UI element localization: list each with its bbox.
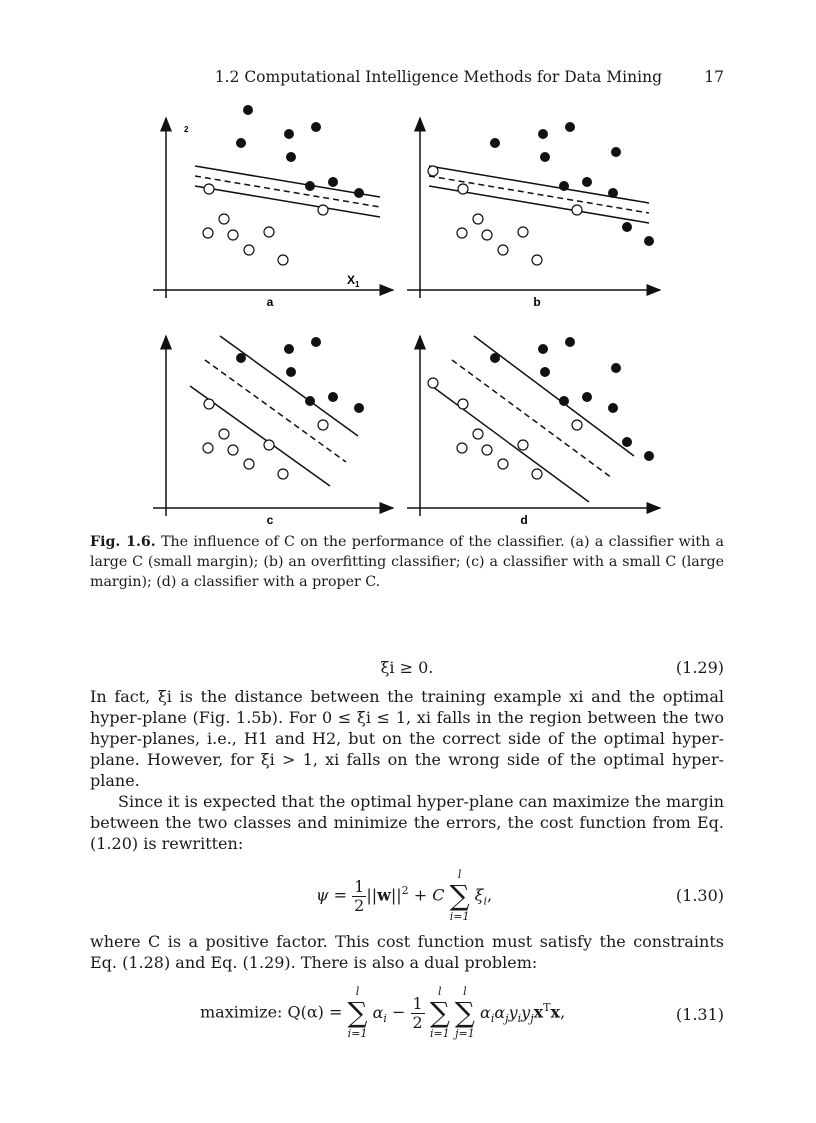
panel-label-c: c (266, 513, 274, 525)
caption-text: The influence of C on the performance of the classifier. (a) a classifier with a large C (small margin); (b) an overfitting classifier; (c) a classifier with a small C (large margin); (d) a classifier with a proper C. (90, 534, 724, 590)
panel-a (153, 105, 393, 309)
equation-1-29-body: ξi ≥ 0. (380, 658, 434, 677)
figure-caption (90, 532, 724, 592)
equation-1-31-body: maximize: Q(α) = l ∑ i=1 $\alpha_i$ − $\frac{1}{2}$ l ∑ i=1 l ∑ j=1 $\alpha_i\alpha_jy_iy_jx^Tx$, (200, 985, 566, 1040)
equation-1-29 (90, 658, 724, 677)
equation-1-31-prefix: maximize: Q(α) = (200, 1002, 343, 1022)
running-header (90, 68, 724, 88)
equation-1-29-number: (1.29) (675, 658, 724, 677)
panel-d (407, 336, 660, 525)
panel-label-b: b (533, 295, 541, 309)
equation-1-31 (90, 985, 724, 1047)
paragraph-slack-explanation: In fact, ξi is the distance between the training example xi and the optimal hyper-plane (Fig. 1.5b). For 0 ≤ ξi ≤ 1, xi falls in the region between the two hyper-planes, i.e., H1 and H2, but on the correct side of the optimal hyper-plane. However, for ξi > 1, xi falls on the wrong side of the optimal hyper-plane. (90, 687, 724, 790)
axis-label-y: 2 (184, 125, 189, 134)
equation-1-31-number: (1.31) (675, 1005, 724, 1024)
paragraph-dual-problem: where C is a positive factor. This cost function must satisfy the constraints Eq. (1.28) and Eq. (1.29). There is also a dual problem: (90, 932, 724, 972)
panel-c (153, 336, 393, 525)
running-title: 1.2 Computational Intelligence Methods for Data Mining (214, 68, 662, 86)
paragraph-cost-function: Since it is expected that the optimal hyper-plane can maximize the margin between the two classes and minimize the errors, the cost function from Eq. (1.20) is rewritten: (90, 792, 724, 853)
equation-1-30 (90, 868, 724, 926)
caption-label: Fig. 1.6. (90, 534, 156, 550)
svm-figure (90, 100, 670, 525)
panel-label-a: a (266, 295, 274, 309)
equation-1-30-body: ψ = $\frac{1}{2}$ $||w||^2 + C$ l ∑ i=1 $\xi_i$, (316, 868, 493, 923)
panel-label-d: d (520, 513, 528, 525)
panel-b (407, 118, 660, 309)
page-number: 17 (704, 68, 724, 86)
axis-label-x: $X_1$ (347, 273, 360, 289)
equation-1-30-number: (1.30) (675, 886, 724, 905)
